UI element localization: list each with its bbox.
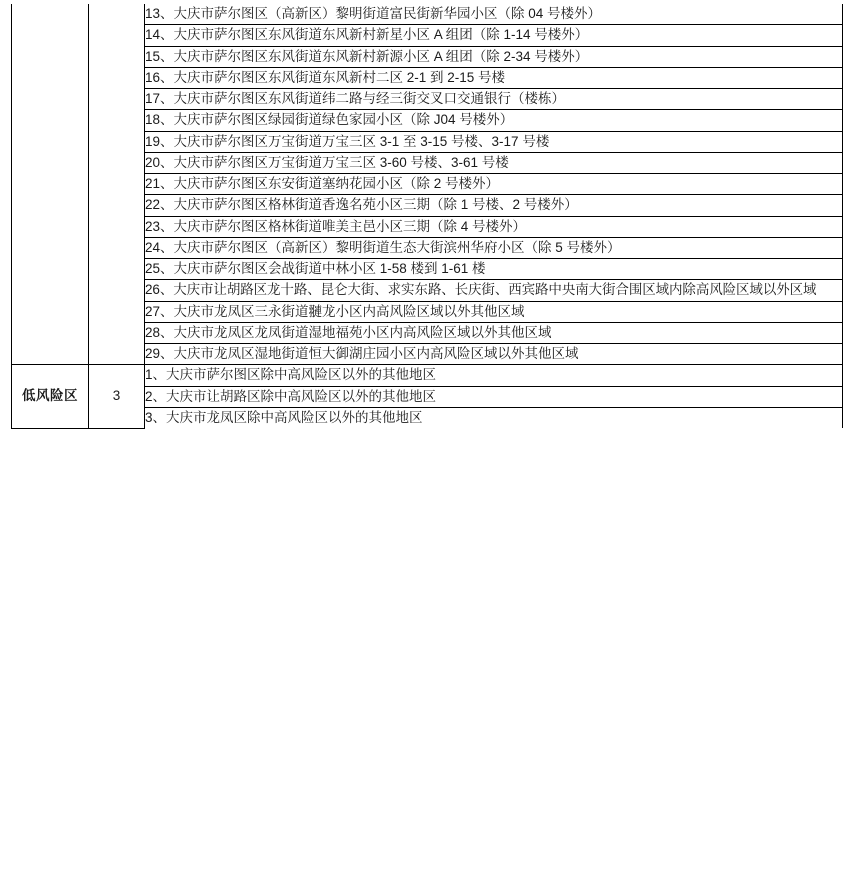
risk-area-item: 17、大庆市萨尔图区东风街道纬二路与经三街交叉口交通银行（楼栋） bbox=[145, 89, 843, 110]
risk-area-item: 16、大庆市萨尔图区东风街道东风新村二区 2-1 到 2-15 号楼 bbox=[145, 67, 843, 88]
risk-area-item: 20、大庆市萨尔图区万宝街道万宝三区 3-60 号楼、3-61 号楼 bbox=[145, 152, 843, 173]
category-cell-low-risk: 低风险区 bbox=[12, 365, 89, 428]
risk-area-item: 13、大庆市萨尔图区（高新区）黎明街道富民街新华园小区（除 04 号楼外） bbox=[145, 4, 843, 25]
table-row bbox=[12, 365, 843, 386]
number-cell-low-risk: 3 bbox=[89, 365, 145, 428]
risk-area-item: 14、大庆市萨尔图区东风街道东风新村新星小区 A 组团（除 1-14 号楼外） bbox=[145, 25, 843, 46]
risk-area-item: 3、大庆市龙凤区除中高风险区以外的其他地区 bbox=[145, 407, 843, 428]
risk-area-table bbox=[11, 4, 843, 429]
risk-area-item: 24、大庆市萨尔图区（高新区）黎明街道生态大街滨州华府小区（除 5 号楼外） bbox=[145, 237, 843, 258]
number-cell-continued bbox=[89, 4, 145, 365]
risk-area-item: 2、大庆市让胡路区除中高风险区以外的其他地区 bbox=[145, 386, 843, 407]
table-row bbox=[12, 4, 843, 25]
table-body bbox=[12, 4, 843, 428]
risk-area-item: 18、大庆市萨尔图区绿园街道绿色家园小区（除 J04 号楼外） bbox=[145, 110, 843, 131]
risk-area-item: 26、大庆市让胡路区龙十路、昆仑大街、求实东路、长庆街、西宾路中央南大街合围区域内除高风险区域以外区域 bbox=[145, 280, 843, 301]
risk-area-item: 27、大庆市龙凤区三永街道翴龙小区内高风险区域以外其他区域 bbox=[145, 301, 843, 322]
risk-area-item: 15、大庆市萨尔图区东风街道东风新村新源小区 A 组团（除 2-34 号楼外） bbox=[145, 46, 843, 67]
risk-area-item: 29、大庆市龙凤区湿地街道恒大御湖庄园小区内高风险区域以外其他区域 bbox=[145, 344, 843, 365]
risk-area-item: 28、大庆市龙凤区龙凤街道湿地福苑小区内高风险区域以外其他区域 bbox=[145, 322, 843, 343]
risk-area-item: 22、大庆市萨尔图区格林街道香逸名苑小区三期（除 1 号楼、2 号楼外） bbox=[145, 195, 843, 216]
category-cell-continued bbox=[12, 4, 89, 365]
risk-area-item: 23、大庆市萨尔图区格林街道唯美主邑小区三期（除 4 号楼外） bbox=[145, 216, 843, 237]
risk-area-item: 25、大庆市萨尔图区会战街道中林小区 1-58 楼到 1-61 楼 bbox=[145, 259, 843, 280]
risk-area-item: 19、大庆市萨尔图区万宝街道万宝三区 3-1 至 3-15 号楼、3-17 号楼 bbox=[145, 131, 843, 152]
risk-area-item: 21、大庆市萨尔图区东安街道塞纳花园小区（除 2 号楼外） bbox=[145, 174, 843, 195]
risk-area-item: 1、大庆市萨尔图区除中高风险区以外的其他地区 bbox=[145, 365, 843, 386]
